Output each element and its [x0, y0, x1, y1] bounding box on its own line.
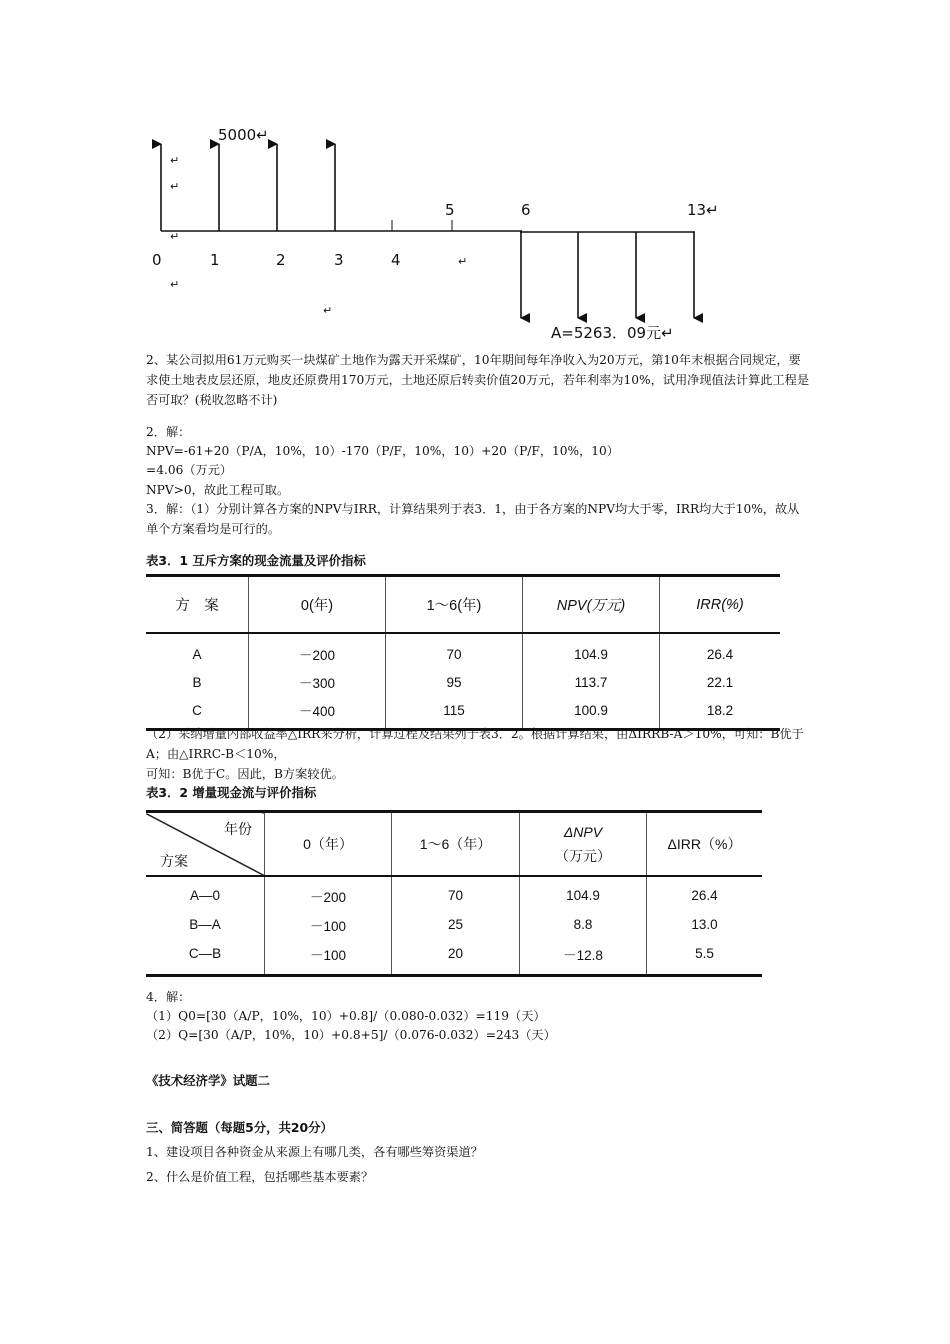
axis-label-13: 13↵: [687, 201, 719, 219]
answer-3-part2-line1: （2）采纳增量内部收益率△IRR来分析，计算过程及结果列于表3．2。根据计算结果，由ΔIRRB-A＞10%，可知：B优于A；由△IRRC-B＜10%，: [146, 727, 804, 761]
table-header-cell: IRR(%): [660, 576, 781, 634]
table-cell: 70: [386, 633, 523, 668]
table-corner-cell: [146, 812, 265, 877]
cash-flow-diagram: [140, 112, 720, 344]
table-cell: B—A: [146, 910, 265, 939]
question-2-text: 2、某公司拟用61万元购买一块煤矿土地作为露天开采煤矿，10年期间每年净收入为20万元，第10年末根据合同规定，要求使土地表皮层还原，地皮还原费用170万元，土地还原后转卖价值20万元，若年利率为10%，试用净现值法计算此工程是否可取？(税收忽略不计): [146, 353, 810, 407]
header-delta-npv: ΔNPV: [563, 824, 603, 840]
para-mark: ↵: [170, 278, 180, 291]
table-header-row: [146, 576, 780, 634]
outflow-label: A=5263．09元↵: [551, 324, 674, 342]
table-cell: 26.4: [691, 888, 718, 903]
para-mark: ↵: [458, 255, 468, 268]
para-mark: ↵: [170, 154, 180, 167]
answer-4-heading: 4．解：: [146, 990, 191, 1004]
table-cell: 100.9: [523, 696, 660, 730]
inflow-label: 5000↵: [218, 126, 269, 144]
table-cell: B: [146, 668, 249, 696]
table-cell: 20: [392, 939, 520, 976]
table-cell: A: [146, 633, 249, 668]
answer-3-intro: 3．解：（1）分别计算各方案的NPV与IRR，计算结果列于表3．1，由于各方案的NPV均大于零，IRR均大于10%，故从单个方案看均是可行的。: [146, 502, 800, 536]
table-header-cell: 1～6（年）: [392, 812, 520, 877]
table-cell: 8.8: [520, 910, 647, 939]
table-row: [146, 668, 780, 696]
table-cell: 18.2: [706, 702, 734, 718]
table-header-row: [146, 812, 762, 877]
table-cell: C—B: [146, 939, 265, 976]
answer-3-part2-line2: 可知：B优于C。因此，B方案较优。: [146, 767, 344, 781]
table-header-cell: 0(年): [249, 576, 386, 634]
table-row: [146, 876, 762, 910]
table-row: [146, 910, 762, 939]
table-header-cell: 1～6(年): [386, 576, 523, 634]
table-cell: 13.0: [691, 917, 718, 932]
axis-label-4: 4: [391, 251, 401, 269]
para-mark: ↵: [170, 230, 180, 243]
section-3-title: 三、简答题（每题5分，共20分）: [146, 1120, 333, 1135]
table-header-cell: 方 案: [146, 576, 249, 634]
outflow-arrows: [521, 232, 694, 318]
answer-2-heading: 2．解：: [146, 425, 191, 439]
inflow-arrows: [161, 144, 335, 231]
table-3-2-caption: 表3．2 增量现金流与评价指标: [146, 785, 317, 800]
axis-label-3: 3: [334, 251, 344, 269]
table-cell: 5.5: [695, 946, 714, 961]
answer-2-conclusion: NPV>0，故此工程可取。: [146, 483, 290, 497]
table-cell: 22.1: [706, 674, 734, 690]
table-3-2: [146, 810, 762, 977]
table-header-cell: NPV(万元): [523, 576, 660, 634]
table-cell: 70: [392, 876, 520, 910]
axis-label-5: 5: [445, 201, 455, 219]
para-mark: ↵: [323, 304, 333, 317]
axis-label-0: 0: [152, 251, 162, 269]
axis-label-1: 1: [210, 251, 220, 269]
table-cell: 115: [386, 696, 523, 730]
table-cell: 113.7: [523, 668, 660, 696]
table-3-1: [146, 574, 780, 731]
answer-2-result: =4.06（万元）: [146, 463, 233, 477]
table-3-1-caption: 表3．1 互斥方案的现金流量及评价指标: [146, 553, 366, 568]
table-cell: A—0: [146, 876, 265, 910]
header-unit: （万元）: [555, 848, 611, 864]
axis-label-2: 2: [276, 251, 286, 269]
table-header-cell: [520, 812, 647, 877]
section-3-question-2: 2、什么是价值工程，包括哪些基本要素？: [146, 1170, 374, 1184]
axis-label-6: 6: [521, 201, 531, 219]
table-cell: －12.8: [520, 939, 647, 976]
table-cell: 104.9: [523, 633, 660, 668]
table-row: [146, 633, 780, 668]
table-cell: －200: [265, 876, 392, 910]
table-cell: －400: [249, 696, 386, 730]
table-cell: －200: [249, 633, 386, 668]
section-3-question-1: 1、建设项目各种资金从来源上有哪几类，各有哪些筹资渠道？: [146, 1145, 483, 1159]
answer-4-line2: （2）Q=[30（A/P，10%，10）+0.8+5]/（0.076-0.032）=243（天）: [146, 1028, 556, 1042]
table-cell: －100: [265, 939, 392, 976]
table-header-cell: 0（年）: [265, 812, 392, 877]
answer-4-line1: （1）Q0=[30（A/P，10%，10）+0.8]/（0.080-0.032）=119（天）: [146, 1009, 546, 1023]
table-cell: 26.4: [706, 646, 734, 662]
table-cell: C: [146, 696, 249, 730]
table-cell: 25: [392, 910, 520, 939]
answer-2-formula: NPV=-61+20（P/A，10%，10）-170（P/F，10%，10）+20（P/F，10%，10）: [146, 444, 619, 458]
corner-label-scheme: 方案: [160, 853, 188, 869]
table-row: [146, 939, 762, 976]
table-header-cell: ΔIRR（%）: [647, 812, 763, 877]
table-cell: 104.9: [520, 876, 647, 910]
table-cell: 95: [386, 668, 523, 696]
para-mark: ↵: [170, 180, 180, 193]
table-cell: －100: [265, 910, 392, 939]
corner-label-year: 年份: [224, 821, 252, 837]
exam-2-title: 《技术经济学》试题二: [146, 1073, 270, 1088]
table-cell: －300: [249, 668, 386, 696]
